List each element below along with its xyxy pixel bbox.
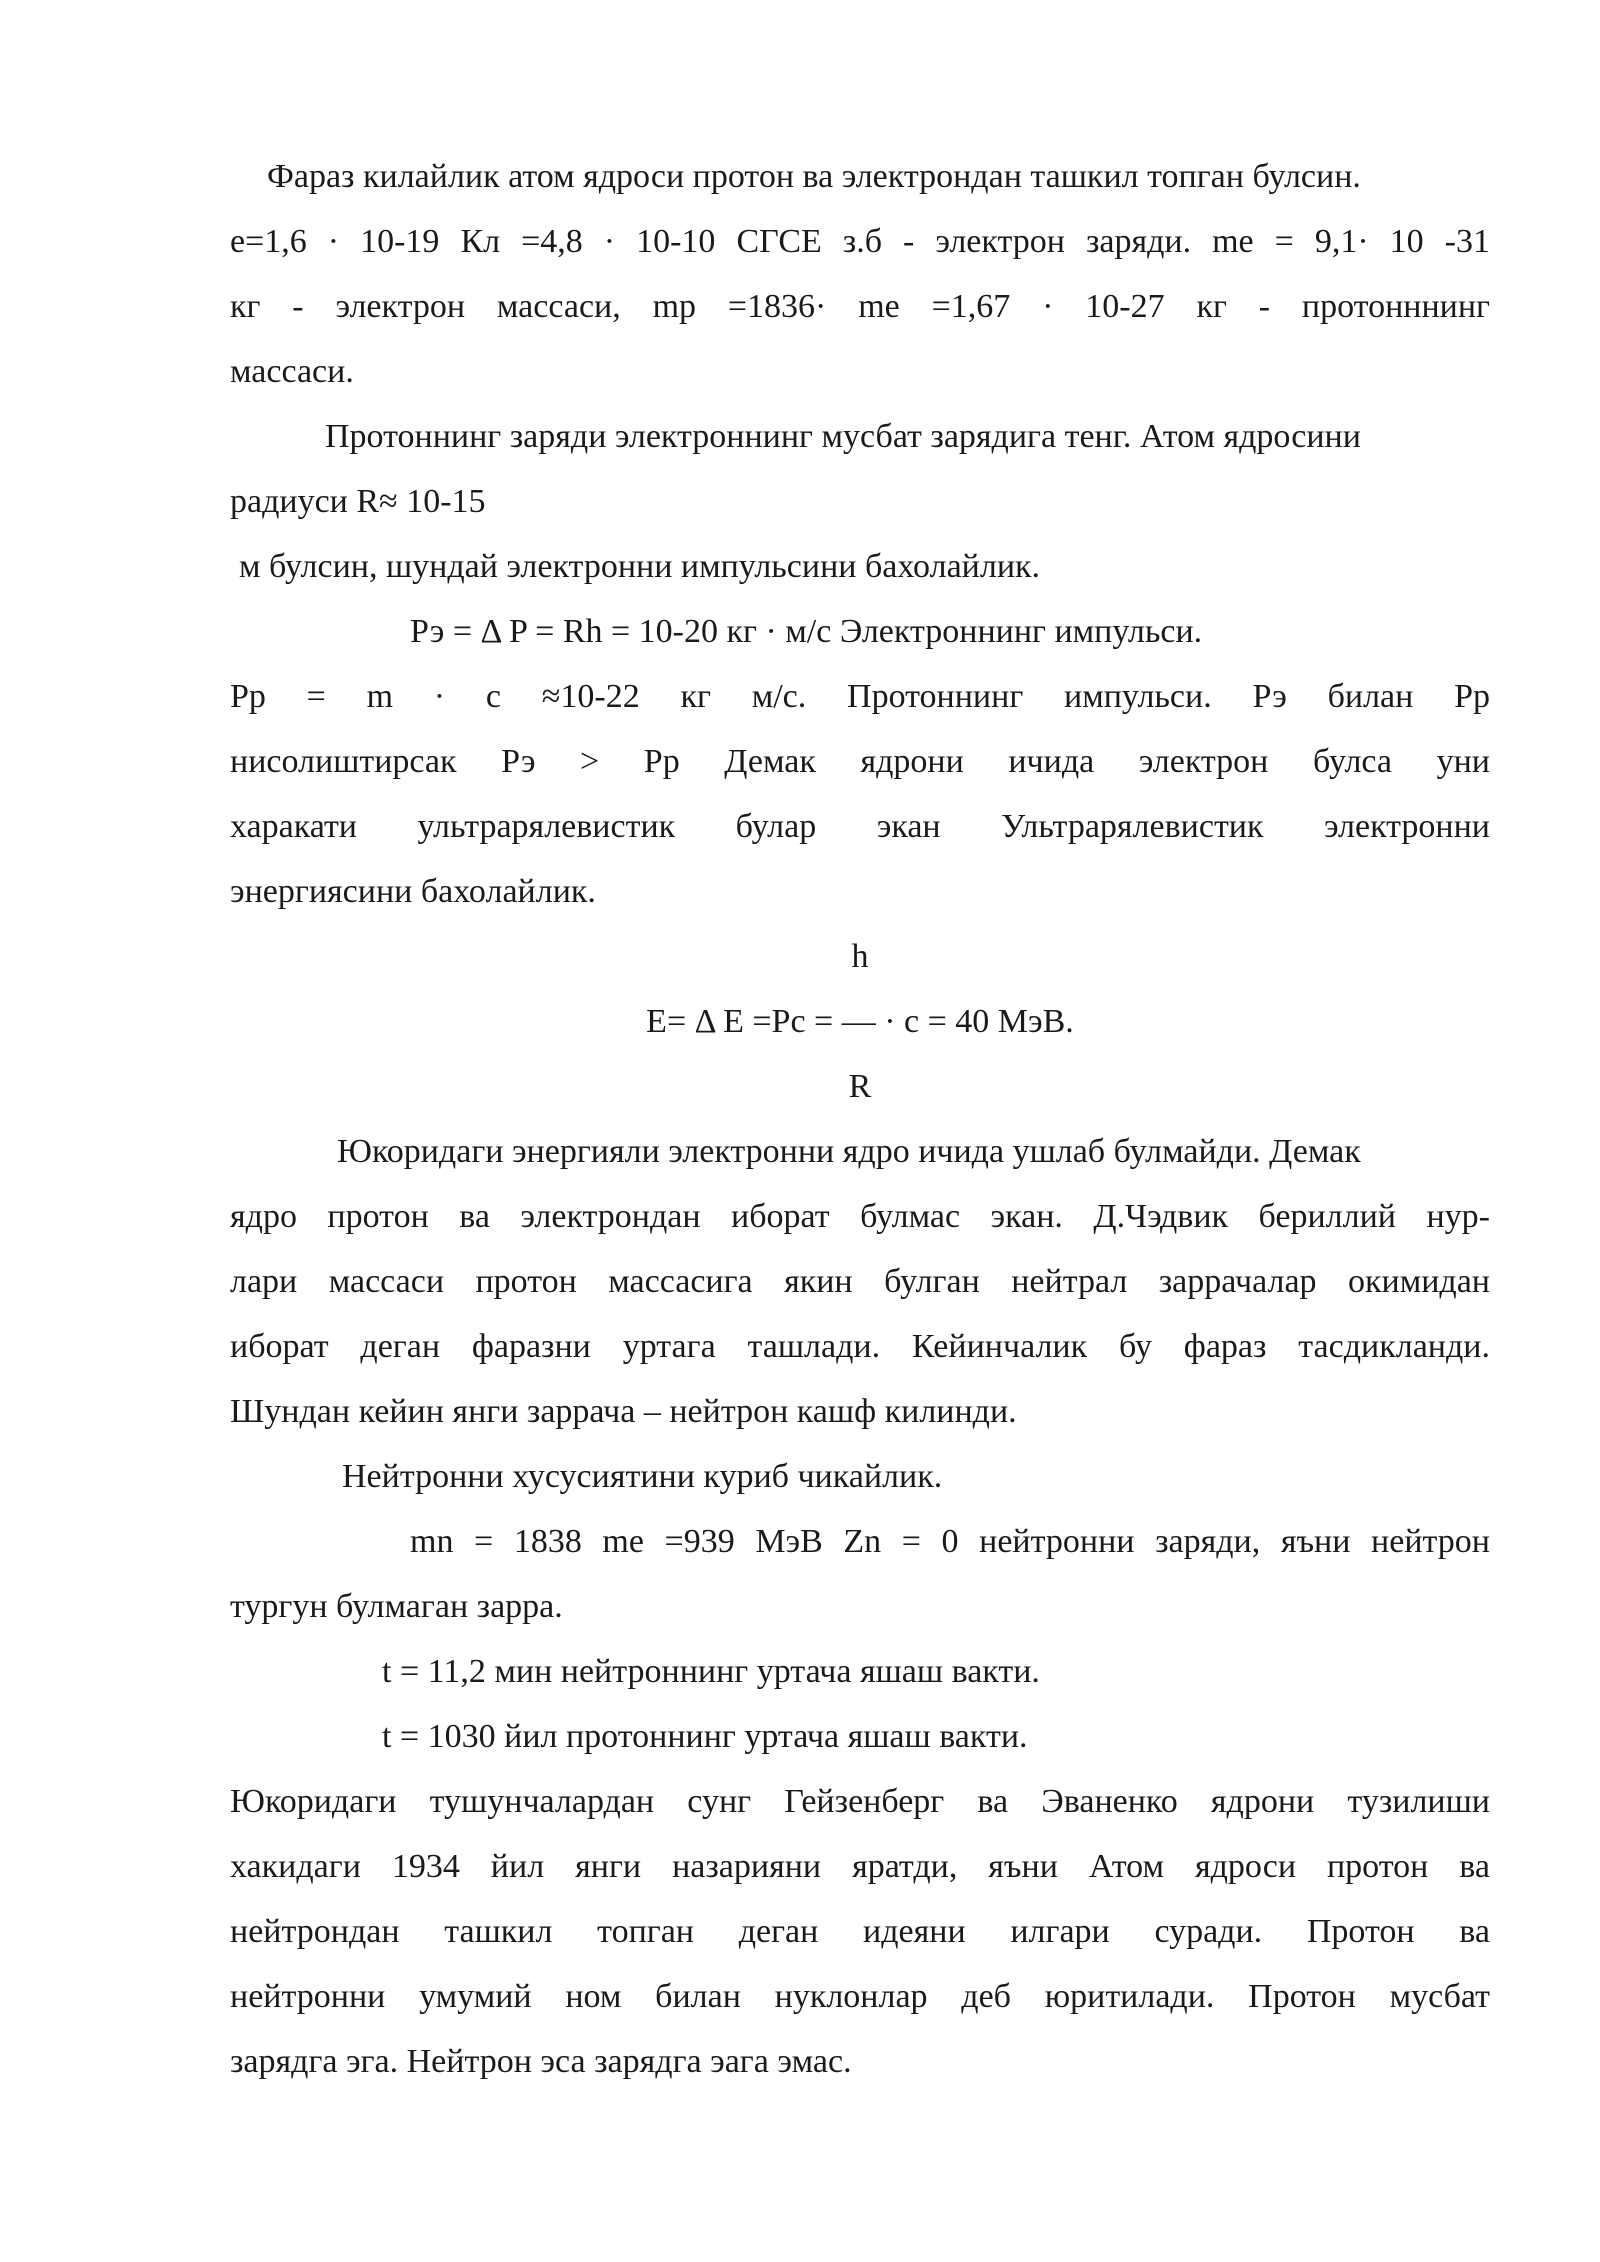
paragraph-line: тургун булмаган зарра.: [230, 1588, 563, 1625]
paragraph-line: Шундан кейин янги заррача – нейтрон кашф килинди.: [230, 1393, 1017, 1430]
paragraph-line: иборат деган фаразни уртага ташлади. Кейинчалик бу фараз тасдикланди.: [230, 1328, 1490, 1365]
paragraph-line: радиуси R≈ 10-15: [230, 483, 486, 520]
formula-line: mn = 1838 me =939 МэВ Zn = 0 нейтронни заряди, яъни нейтрон: [410, 1523, 1490, 1560]
paragraph-line: энергиясини бахолайлик.: [230, 873, 596, 910]
formula-line: Рэ = Δ P = Rh = 10-20 кг · м/с Электроннинг импульси.: [410, 613, 1203, 650]
formula-denominator: R: [848, 1068, 872, 1105]
formula-line: t = 1030 йил протоннинг уртача яшаш вакти.: [382, 1718, 1028, 1755]
paragraph-line: ядро протон ва электрондан иборат булмас экан. Д.Чэдвик бериллий нур-: [230, 1198, 1490, 1235]
paragraph-line: зарядга эга. Нейтрон эса зарядга эага эмас.: [230, 2043, 852, 2080]
paragraph-line: лари массаси протон массасига якин булган нейтрал заррачалар окимидан: [230, 1263, 1490, 1300]
paragraph-line: м булсин, шундай электронни импульсини бахолайлик.: [239, 548, 1041, 585]
paragraph-line: Юкоридаги тушунчалардан сунг Гейзенберг ва Эваненко ядрони тузилиши: [230, 1783, 1490, 1820]
paragraph-line: Фараз килайлик атом ядроси протон ва электрондан ташкил топган булсин.: [267, 158, 1361, 195]
paragraph-line: нисолиштирсак Рэ > Рр Демак ядрони ичида электрон булса уни: [230, 743, 1490, 780]
document-body: [230, 152, 1490, 2102]
paragraph-line: Нейтронни хусусиятини куриб чикайлик.: [342, 1458, 943, 1495]
paragraph-line: кг - электрон массаси, mp =1836· me =1,67 · 10-27 кг - протонннинг: [230, 288, 1490, 325]
formula-energy: E= Δ E =Pc = — · c = 40 МэВ.: [646, 1003, 1074, 1040]
formula-numerator: h: [851, 938, 869, 975]
paragraph-line: хакидаги 1934 йил янги назарияни яратди, яъни Атом ядроси протон ва: [230, 1848, 1490, 1885]
paragraph-line: Pp = m · c ≈10-22 кг м/с. Протоннинг импульси. Рэ билан Рр: [230, 678, 1490, 715]
paragraph-line: Протоннинг заряди электроннинг мусбат зарядига тенг. Атом ядросини: [325, 418, 1361, 455]
paragraph-line: массаси.: [230, 353, 354, 390]
formula-line: t = 11,2 мин нейтроннинг уртача яшаш вакти.: [382, 1653, 1040, 1690]
paragraph-line: харакати ультрарялевистик булар экан Ультрарялевистик электронни: [230, 808, 1490, 845]
paragraph-line: e=1,6 · 10-19 Кл =4,8 · 10-10 СГСЕ з.б - электрон заряди. me = 9,1· 10 -31: [230, 223, 1490, 260]
paragraph-line: нейтронни умумий ном билан нуклонлар деб юритилади. Протон мусбат: [230, 1978, 1490, 2015]
paragraph-line: Юкоридаги энергияли электронни ядро ичида ушлаб булмайди. Демак: [337, 1133, 1361, 1170]
paragraph-line: нейтрондан ташкил топган деган идеяни илгари суради. Протон ва: [230, 1913, 1490, 1950]
